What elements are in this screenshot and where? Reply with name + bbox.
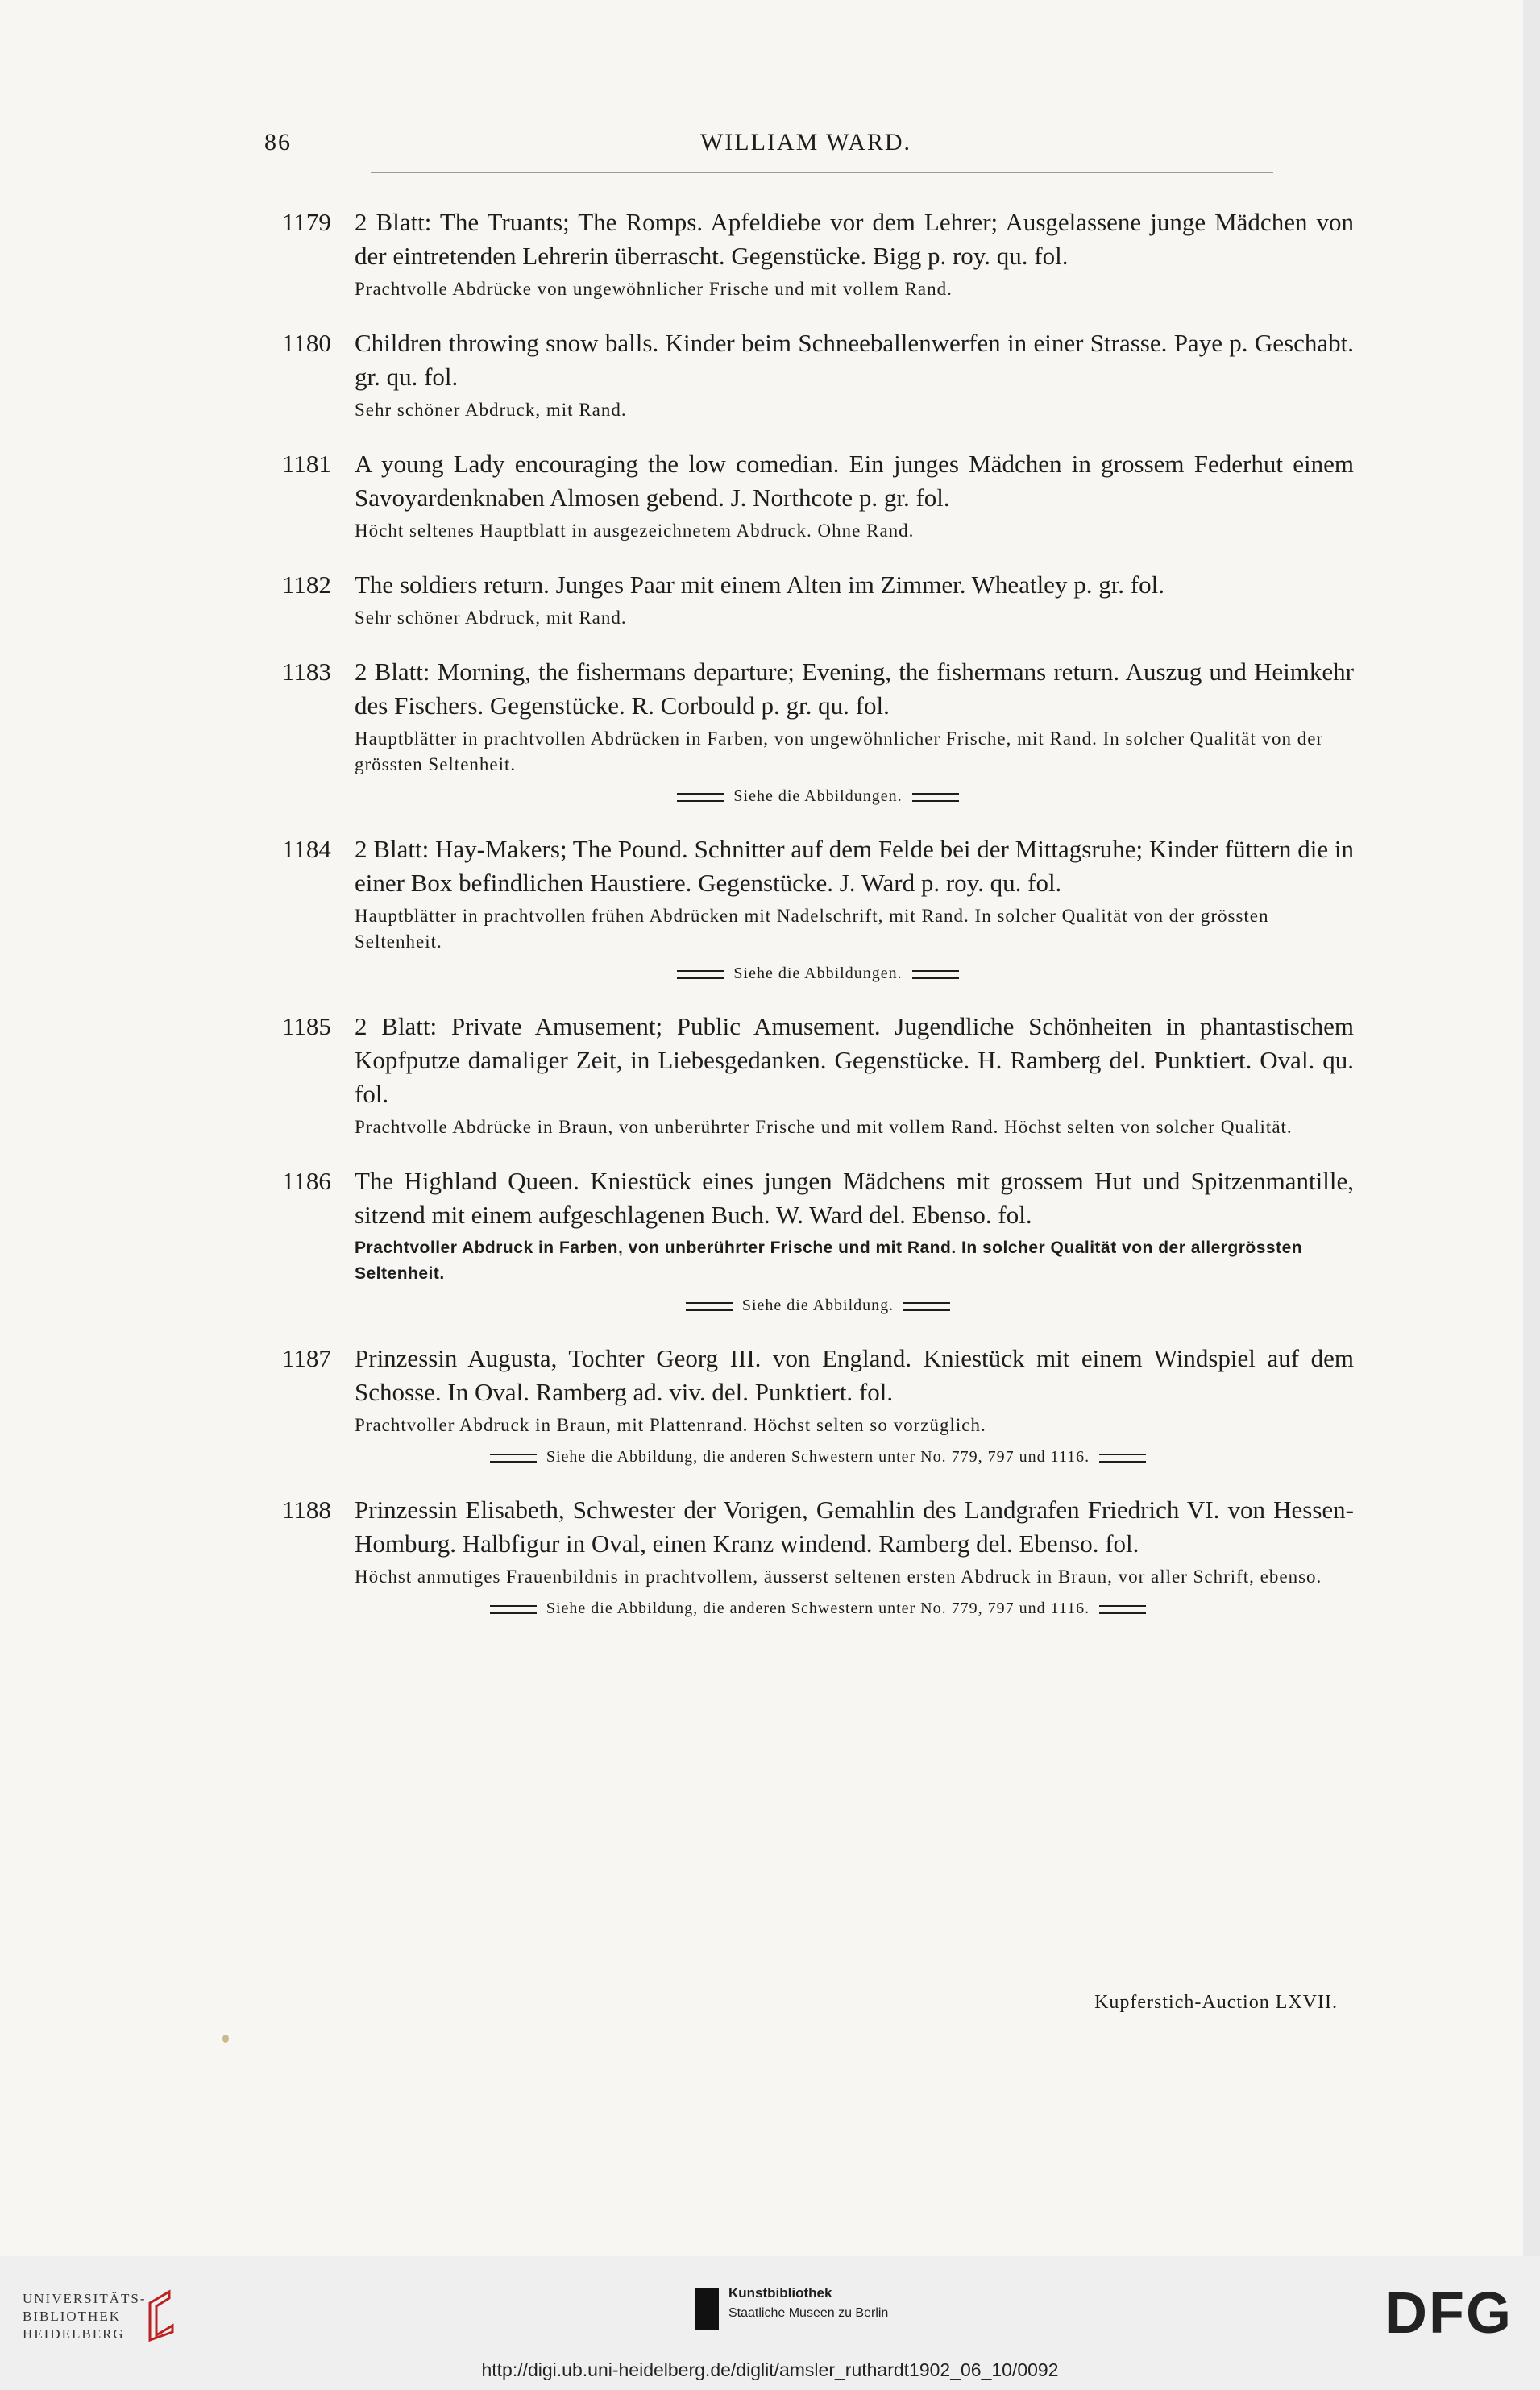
reference-text: Siehe die Abbildung, die anderen Schwestern unter No. 779, 797 und 1116. (546, 1448, 1090, 1466)
catalogue-entries (282, 205, 1354, 1645)
illustration-reference (282, 1293, 1354, 1317)
double-rule-icon (677, 970, 724, 979)
entry-number: 1186 (282, 1167, 331, 1195)
double-rule-icon (686, 1302, 733, 1311)
entry-number: 1184 (282, 835, 331, 863)
entry-title: 2 Blatt: Hay-Makers; The Pound. Schnitter auf dem Felde bei der Mittagsruhe; Kinder füttern die in einer Box befindlichen Haustiere. Gegenstücke. J. Ward p. roy. qu. fol. (355, 835, 1354, 897)
double-rule-icon (1099, 1605, 1146, 1614)
catalogue-entry (282, 1164, 1354, 1317)
signature-line: Kupferstich-Auction LXVII. (1094, 1992, 1338, 2013)
entry-title: 2 Blatt: Private Amusement; Public Amusement. Jugendliche Schönheiten in phantastischem Kopfputze damaliger Zeit, in Liebesgedanken. Gegenstücke. H. Ramberg del. Punktiert. Oval. qu. fol. (355, 1012, 1354, 1108)
reference-text: Siehe die Abbildungen. (733, 787, 903, 805)
entry-title: Children throwing snow balls. Kinder beim Schneeballenwerfen in einer Strasse. Paye p. Geschabt. gr. qu. fol. (355, 329, 1354, 391)
entry-number: 1179 (282, 208, 331, 236)
entry-condition-note: Prachtvoller Abdruck in Farben, von unberührter Frische und mit Rand. In solcher Qualität von der allergrössten Seltenheit. (355, 1239, 1303, 1283)
running-title: WILLIAM WARD. (699, 129, 912, 156)
catalogue-entry (282, 832, 1354, 985)
entry-condition-note: Hauptblätter in prachtvollen frühen Abdrücken mit Nadelschrift, mit Rand. In solcher Qualität von der grössten Seltenheit. (355, 906, 1269, 952)
page-header (258, 129, 1354, 177)
double-rule-icon (490, 1454, 537, 1463)
entry-number: 1183 (282, 658, 331, 686)
entry-number: 1187 (282, 1344, 331, 1372)
illustration-reference (282, 961, 1354, 985)
catalogue-entry (282, 1342, 1354, 1469)
entry-number: 1185 (282, 1012, 331, 1040)
entry-title: The Highland Queen. Kniestück eines jungen Mädchens mit grossem Hut und Spitzenmantille, sitzend mit einem aufgeschlagenen Buch. W. Ward del. Ebenso. fol. (355, 1167, 1354, 1229)
entry-condition-note: Höchst anmutiges Frauenbildnis in prachtvollem, äusserst seltenen ersten Abdruck in Braun, vor aller Schrift, ebenso. (355, 1566, 1322, 1587)
double-rule-icon (912, 970, 959, 979)
double-rule-icon (677, 793, 724, 802)
reference-text: Siehe die Abbildung, die anderen Schwestern unter No. 779, 797 und 1116. (546, 1600, 1090, 1617)
entry-condition-note: Sehr schöner Abdruck, mit Rand. (355, 400, 627, 420)
catalogue-entry (282, 205, 1354, 302)
illustration-reference (282, 1596, 1354, 1620)
entry-title: 2 Blatt: The Truants; The Romps. Apfeldiebe vor dem Lehrer; Ausgelassene junge Mädchen von der eintretenden Lehrerin überrascht. Gegenstücke. Bigg p. roy. qu. fol. (355, 208, 1354, 270)
entry-title: Prinzessin Augusta, Tochter Georg III. von England. Kniestück mit einem Windspiel auf dem Schosse. In Oval. Ramberg ad. viv. del. Punktiert. fol. (355, 1344, 1354, 1406)
university-library-logo[interactable] (23, 2290, 147, 2343)
double-rule-icon (903, 1302, 950, 1311)
scan-edge (1523, 0, 1540, 2256)
entry-condition-note: Höcht seltenes Hauptblatt in ausgezeichnetem Abdruck. Ohne Rand. (355, 521, 915, 541)
catalogue-entry (282, 568, 1354, 631)
entry-number: 1180 (282, 329, 331, 357)
logo-line: BIBLIOTHEK (23, 2309, 121, 2324)
heidelberg-mark-icon (145, 2287, 179, 2343)
viewer-footer (0, 2256, 1540, 2390)
entry-title: Prinzessin Elisabeth, Schwester der Vorigen, Gemahlin des Landgrafen Friedrich VI. von Hessen-Homburg. Halbfigur in Oval, einen Kranz windend. Ramberg del. Ebenso. fol. (355, 1496, 1354, 1558)
kunstbibliothek-logo[interactable] (695, 2280, 985, 2345)
catalogue-entry (282, 1010, 1354, 1140)
kb-subtitle: Staatliche Museen zu Berlin (728, 2306, 889, 2320)
entry-number: 1188 (282, 1496, 331, 1524)
dfg-logo[interactable]: DFG (1385, 2281, 1513, 2346)
paper-speck (222, 2035, 229, 2043)
entry-condition-note: Prachtvolle Abdrücke von ungewöhnlicher Frische und mit vollem Rand. (355, 279, 953, 299)
entry-condition-note: Sehr schöner Abdruck, mit Rand. (355, 608, 627, 628)
logo-line: UNIVERSITÄTS- (23, 2291, 147, 2306)
catalogue-entry (282, 447, 1354, 544)
header-rule (371, 172, 1273, 173)
entry-number: 1181 (282, 450, 331, 478)
catalogue-entry (282, 655, 1354, 808)
permalink-url[interactable]: http://digi.ub.uni-heidelberg.de/diglit/amsler_ruthardt1902_06_10/0092 (481, 2359, 1059, 2380)
entry-number: 1182 (282, 571, 331, 599)
double-rule-icon (1099, 1454, 1146, 1463)
double-rule-icon (912, 793, 959, 802)
entry-title: 2 Blatt: Morning, the fishermans departure; Evening, the fishermans return. Auszug und Heimkehr des Fischers. Gegenstücke. R. Corbould p. gr. qu. fol. (355, 658, 1354, 720)
kunstbibliothek-mark-icon (695, 2288, 719, 2330)
logo-line: HEIDELBERG (23, 2326, 125, 2342)
illustration-reference (282, 784, 1354, 808)
entry-condition-note: Prachtvolle Abdrücke in Braun, von unberührter Frische und mit vollem Rand. Höchst selten von solcher Qualität. (355, 1117, 1293, 1137)
entry-condition-note: Prachtvoller Abdruck in Braun, mit Plattenrand. Höchst selten so vorzüglich. (355, 1415, 986, 1435)
reference-text: Siehe die Abbildungen. (733, 965, 903, 982)
page-number: 86 (264, 129, 292, 156)
entry-title: The soldiers return. Junges Paar mit einem Alten im Zimmer. Wheatley p. gr. fol. (355, 571, 1164, 599)
catalogue-entry (282, 326, 1354, 423)
entry-condition-note: Hauptblätter in prachtvollen Abdrücken in Farben, von ungewöhnlicher Frische, mit Rand. In solcher Qualität von der grössten Seltenheit. (355, 728, 1324, 774)
entry-title: A young Lady encouraging the low comedian. Ein junges Mädchen in grossem Federhut einem Savoyardenknaben Almosen gebend. J. Northcote p. gr. fol. (355, 450, 1354, 512)
catalogue-entry (282, 1493, 1354, 1620)
double-rule-icon (490, 1605, 537, 1614)
reference-text: Siehe die Abbildung. (741, 1297, 895, 1314)
illustration-reference (282, 1445, 1354, 1469)
kb-name: Kunstbibliothek (728, 2285, 832, 2301)
